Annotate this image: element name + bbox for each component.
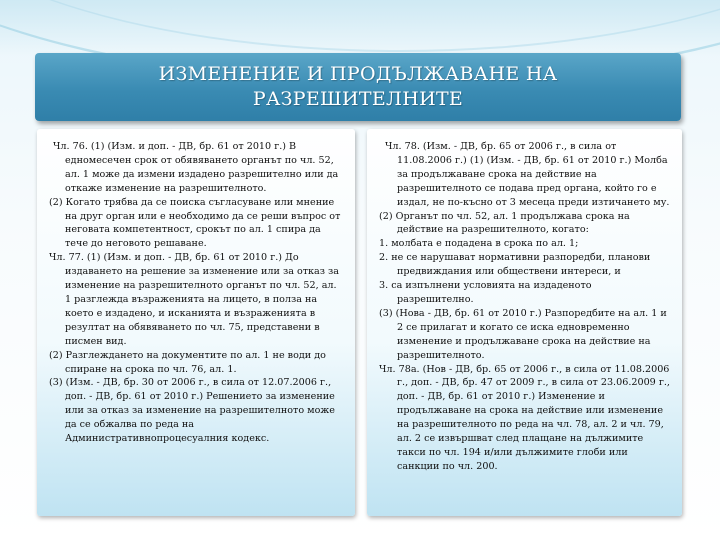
paragraph-art-76-2: (2) Когато трябва да се поиска съгласуване или мнение на друг орган или е необходимо да се реши въпрос от неговата компетентност, срокът по ал. 1 спира да тече до неговото решаване. [49, 196, 341, 250]
list-item-condition-2: 2. не се нарушават нормативни разпоредби, планови предвиждания или обществени интереси, и [379, 252, 651, 278]
slide-title: ИЗМЕНЕНИЕ И ПРОДЪЛЖАВАНЕ НА РАЗРЕШИТЕЛНИТЕ [158, 63, 558, 110]
paragraph-art-76-1: Чл. 76. (1) (Изм. и доп. - ДВ, бр. 61 от 2010 г.) В едномесечен срок от обявяването органът по чл. 52, ал. 1 може да измени издадено разрешително или да откаже изменение на разрешителното. [53, 141, 339, 194]
paragraph-art-78-1: Чл. 78. (Изм. - ДВ, бр. 65 от 2006 г., в сила от 11.08.2006 г.) (1) (Изм. - ДВ, бр. 61 от 2010 г.) Молба за продължаване срока на действие на разрешителното се подава пред органа, който го е издал, не по-късно от 3 месеца преди изтичането му. [385, 141, 670, 208]
paragraph-art-78a: Чл. 78а. (Нов - ДВ, бр. 65 от 2006 г., в сила от 11.08.2006 г., доп. - ДВ, бр. 47 от 2009 г., в сила от 23.06.2009 г., доп. - ДВ, бр. 61 от 2010 г.) Изменение и продължаване на срока на действие или изменение на разрешителното по реда на чл. 78, ал. 2 и чл. 79, ал. 2 се извършват след плащане на дължимите такси по чл. 194 и/или дължимите глоби или санкции по чл. 200. [379, 363, 670, 472]
slide-title-box [35, 53, 681, 121]
list-item-condition-1: 1. молбата е подадена в срока по ал. 1; [379, 238, 579, 250]
left-text-column [37, 129, 355, 516]
paragraph-art-77-1: Чл. 77. (1) (Изм. и доп. - ДВ, бр. 61 от 2010 г.) До издаването на решение за изменение или за отказ за изменение на разрешителното органът по чл. 52, ал. 1 разглежда възраженията на лицето, в полза на което е издадено, и исканията и възраженията в резултат на обявяването по чл. 75, представени в писмен вид. [49, 252, 339, 347]
paragraph-art-78-3: (3) (Нова - ДВ, бр. 61 от 2010 г.) Разпоредбите на ал. 1 и 2 се прилагат и когато се иска едновременно изменение и продължаване срока на действие на разрешителното. [379, 307, 667, 361]
paragraph-art-77-3: (3) (Изм. - ДВ, бр. 30 от 2006 г., в сила от 12.07.2006 г., доп. - ДВ, бр. 61 от 2010 г.) Решението за изменение или за отказ за изменение на разрешителното може да се обжалва по реда на Административнопроцесуалния кодекс. [49, 377, 335, 445]
right-text-column [367, 129, 682, 516]
paragraph-art-78-2: (2) Органът по чл. 52, ал. 1 продължава срока на действие на разрешителното, когато: [379, 210, 630, 236]
paragraph-art-77-2: (2) Разглеждането на документите по ал. 1 не води до спиране на срока по чл. 76, ал. 1. [49, 349, 326, 375]
list-item-condition-3: 3. са изпълнени условията на издаденото разрешително. [379, 280, 592, 305]
